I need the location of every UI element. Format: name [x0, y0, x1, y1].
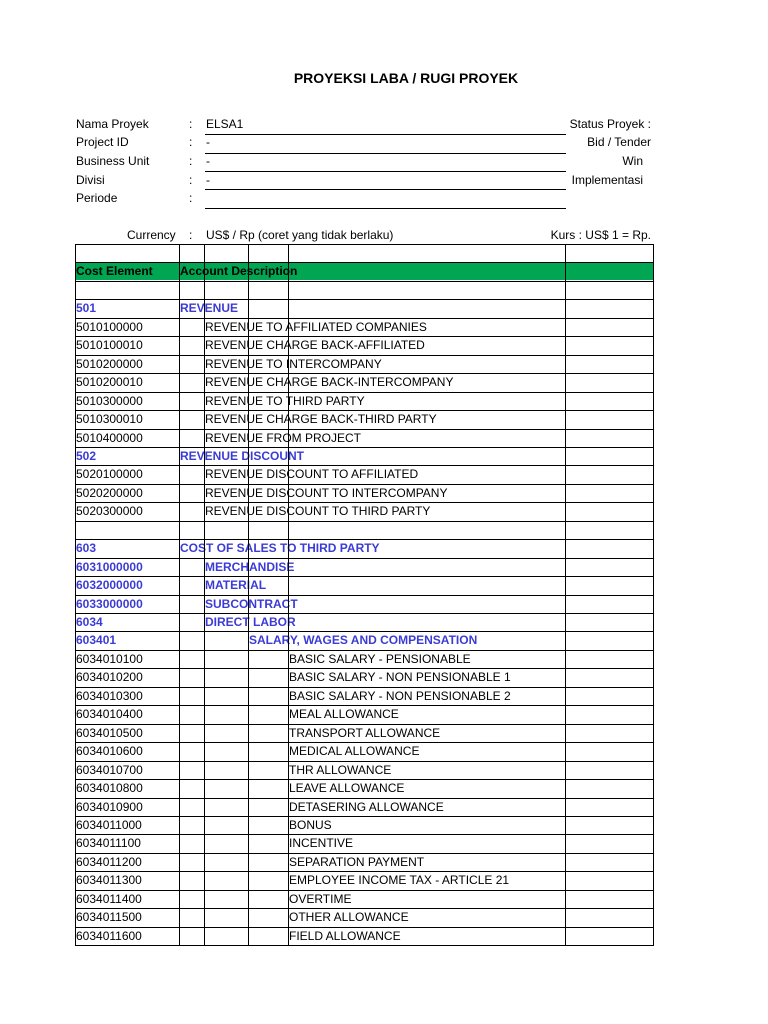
- grid-line-vertical: [179, 244, 180, 945]
- account-description-cell: REVENUE CHARGE BACK-INTERCOMPANY: [205, 375, 454, 390]
- account-description-cell: FIELD ALLOWANCE: [289, 928, 401, 943]
- grid-line-horizontal: [75, 299, 654, 300]
- currency-value: US$ / Rp (coret yang tidak berlaku): [206, 228, 394, 242]
- grid-line-horizontal: [75, 502, 654, 503]
- cost-element-cell: 603: [76, 541, 97, 556]
- grid-line-horizontal: [75, 392, 654, 393]
- table-row: [75, 761, 654, 779]
- cost-element-cell: 6032000000: [76, 578, 143, 593]
- cost-element-cell: 6034011100: [76, 836, 141, 851]
- kurs-label: Kurs : US$ 1 = Rp.: [550, 228, 651, 242]
- cost-element-cell: 6034010300: [76, 688, 143, 703]
- header-account-description: Account Description: [180, 264, 298, 279]
- cost-element-cell: 501: [76, 301, 97, 316]
- account-description-cell: COST OF SALES TO THIRD PARTY: [180, 541, 380, 556]
- grid-line-horizontal: [75, 429, 654, 430]
- colon: :: [189, 173, 193, 187]
- cost-element-cell: 603401: [76, 633, 117, 648]
- grid-line-horizontal: [75, 336, 654, 337]
- grid-line-horizontal: [75, 484, 654, 485]
- page-title: PROYEKSI LABA / RUGI PROYEK: [293, 70, 519, 86]
- grid-line-horizontal: [75, 816, 654, 817]
- cost-element-cell: 6033000000: [76, 596, 143, 611]
- table-row: [75, 410, 654, 428]
- table-row: [75, 576, 654, 594]
- grid-line-horizontal: [75, 908, 654, 909]
- grid-line-horizontal: [75, 410, 654, 411]
- account-description-cell: BASIC SALARY - NON PENSIONABLE 1: [289, 670, 511, 685]
- account-description-cell: REVENUE DISCOUNT TO AFFILIATED: [205, 467, 419, 482]
- account-description-cell: REVENUE CHARGE BACK-THIRD PARTY: [205, 412, 437, 427]
- account-description-cell: REVENUE DISCOUNT TO INTERCOMPANY: [205, 485, 448, 500]
- value-business-unit[interactable]: -: [206, 154, 210, 168]
- cost-element-cell: 5010100000: [76, 319, 143, 334]
- cost-element-cell: 5020200000: [76, 485, 143, 500]
- grid-line-horizontal: [75, 355, 654, 356]
- table-row: [75, 724, 654, 742]
- table-row: [75, 853, 654, 871]
- grid-line-vertical: [75, 244, 76, 945]
- blank-row: [75, 521, 654, 539]
- colon: :: [189, 228, 193, 242]
- table-row: [75, 539, 654, 557]
- cost-element-cell: 6034010500: [76, 725, 143, 740]
- grid-line-horizontal: [75, 447, 654, 448]
- account-description-cell: TRANSPORT ALLOWANCE: [289, 725, 441, 740]
- cost-element-cell: 6034011600: [76, 928, 142, 943]
- cost-element-cell: 5010300010: [76, 412, 143, 427]
- grid-line-horizontal: [75, 465, 654, 466]
- table-row: [75, 613, 654, 631]
- table-row: [75, 465, 654, 483]
- cost-element-cell: 5020300000: [76, 504, 143, 519]
- cost-element-cell: 6034: [76, 615, 103, 629]
- grid-line-horizontal: [75, 521, 654, 522]
- table-row: [75, 299, 654, 317]
- grid-line-horizontal: [75, 927, 654, 928]
- status-option-win: Win: [622, 154, 643, 168]
- table-row: [75, 429, 654, 447]
- grid-line-horizontal: [75, 779, 654, 780]
- table-row: [75, 742, 654, 760]
- table-row: [75, 668, 654, 686]
- grid-line-horizontal: [75, 705, 654, 706]
- cost-element-cell: 6034010400: [76, 707, 143, 722]
- colon: :: [189, 191, 193, 205]
- table-row: [75, 318, 654, 336]
- currency-label: Currency: [127, 228, 176, 242]
- cost-element-cell: 6034010800: [76, 781, 143, 796]
- colon: :: [189, 154, 193, 168]
- grid-line-horizontal: [75, 318, 654, 319]
- blank-row: [75, 281, 654, 299]
- grid-line-horizontal: [75, 262, 654, 263]
- table-row: [75, 890, 654, 908]
- account-description-cell: REVENUE FROM PROJECT: [205, 430, 362, 445]
- account-description-cell: REVENUE DISCOUNT TO THIRD PARTY: [205, 504, 431, 519]
- value-divisi[interactable]: -: [206, 173, 210, 187]
- cost-element-cell: 5010200000: [76, 356, 143, 371]
- cost-element-cell: 5010100010: [76, 338, 143, 353]
- account-description-cell: REVENUE: [180, 301, 239, 316]
- grid-line-vertical: [288, 244, 289, 945]
- grid-line-vertical: [653, 244, 654, 945]
- table-row: [75, 558, 654, 576]
- account-description-cell: SALARY, WAGES AND COMPENSATION: [249, 633, 478, 648]
- table-row: [75, 595, 654, 613]
- grid-line-horizontal: [75, 724, 654, 725]
- account-description-cell: BONUS: [289, 817, 332, 832]
- table-row: [75, 927, 654, 945]
- table-row: [75, 447, 654, 465]
- grid-line-horizontal: [75, 373, 654, 374]
- account-description-cell: OTHER ALLOWANCE: [289, 910, 409, 925]
- blank-row: [75, 244, 654, 262]
- grid-line-horizontal: [75, 687, 654, 688]
- grid-line-horizontal: [75, 613, 654, 614]
- grid-line-horizontal: [75, 798, 654, 799]
- table-row: [75, 336, 654, 354]
- table-row: [75, 631, 654, 649]
- cost-element-cell: 6031000000: [76, 559, 143, 574]
- table-row: [75, 484, 654, 502]
- status-option-bid: Bid / Tender: [587, 135, 651, 149]
- grid-line-horizontal: [75, 281, 654, 282]
- account-description-cell: REVENUE TO INTERCOMPANY: [205, 356, 382, 371]
- account-description-cell: INCENTIVE: [289, 836, 354, 851]
- account-description-cell: MEAL ALLOWANCE: [289, 707, 399, 722]
- cost-element-cell: 6034010100: [76, 651, 143, 666]
- grid-line-vertical: [565, 244, 566, 945]
- grid-line-horizontal: [75, 244, 654, 245]
- account-description-cell: LEAVE ALLOWANCE: [289, 781, 405, 796]
- table-row: [75, 779, 654, 797]
- table-row: [75, 705, 654, 723]
- account-description-cell: SUBCONTRACT: [205, 596, 298, 611]
- table-row: [75, 816, 654, 834]
- table-row: [75, 355, 654, 373]
- colon: :: [189, 135, 193, 149]
- account-description-cell: REVENUE CHARGE BACK-AFFILIATED: [205, 338, 425, 353]
- account-description-cell: DIRECT LABOR: [205, 615, 296, 629]
- grid-line-horizontal: [75, 853, 654, 854]
- value-nama-proyek[interactable]: ELSA1: [206, 117, 244, 131]
- account-description-cell: SEPARATION PAYMENT: [289, 854, 425, 869]
- cost-element-cell: 5010300000: [76, 393, 143, 408]
- cost-element-cell: 5010200010: [76, 375, 143, 390]
- label-business-unit: Business Unit: [76, 154, 150, 168]
- grid-line-horizontal: [75, 945, 654, 946]
- header-cost-element: Cost Element: [76, 264, 153, 279]
- grid-line-horizontal: [75, 631, 654, 632]
- status-label: Status Proyek :: [569, 117, 651, 131]
- cost-element-cell: 6034011000: [76, 817, 142, 832]
- table-header-row: [75, 262, 654, 280]
- grid-line-horizontal: [75, 890, 654, 891]
- grid-line-horizontal: [75, 668, 654, 669]
- table-row: [75, 834, 654, 852]
- label-project-id: Project ID: [76, 135, 129, 149]
- grid-line-horizontal: [75, 576, 654, 577]
- cost-element-cell: 5010400000: [76, 430, 143, 445]
- grid-line-vertical: [204, 244, 205, 945]
- label-nama-proyek: Nama Proyek: [76, 117, 149, 131]
- account-description-cell: MERCHANDISE: [205, 559, 295, 574]
- grid-line-horizontal: [75, 871, 654, 872]
- cost-element-cell: 6034010700: [76, 762, 143, 777]
- table-row: [75, 373, 654, 391]
- grid-line-horizontal: [75, 742, 654, 743]
- cost-element-cell: 6034010900: [76, 799, 143, 814]
- grid-line-horizontal: [75, 539, 654, 540]
- account-description-cell: EMPLOYEE INCOME TAX - ARTICLE 21: [289, 873, 510, 888]
- grid-line-vertical: [248, 244, 249, 945]
- grid-line-horizontal: [75, 834, 654, 835]
- account-description-cell: REVENUE TO THIRD PARTY: [205, 393, 365, 408]
- account-description-cell: REVENUE TO AFFILIATED COMPANIES: [205, 319, 427, 334]
- status-option-implementasi: Implementasi: [571, 173, 643, 187]
- table-row: [75, 650, 654, 668]
- cost-element-cell: 6034010200: [76, 670, 143, 685]
- account-description-cell: THR ALLOWANCE: [289, 762, 392, 777]
- table-row: [75, 871, 654, 889]
- grid-line-horizontal: [75, 558, 654, 559]
- account-description-cell: BASIC SALARY - NON PENSIONABLE 2: [289, 688, 511, 703]
- table-row: [75, 798, 654, 816]
- account-description-cell: REVENUE DISCOUNT: [180, 448, 305, 463]
- account-description-cell: OVERTIME: [289, 891, 352, 906]
- label-divisi: Divisi: [76, 173, 105, 187]
- table-row: [75, 687, 654, 705]
- account-description-cell: MEDICAL ALLOWANCE: [289, 744, 420, 759]
- grid-line-horizontal: [75, 761, 654, 762]
- cost-element-cell: 6034011500: [76, 910, 142, 925]
- cost-element-cell: 6034011300: [76, 873, 142, 888]
- cost-element-cell: 502: [76, 448, 97, 463]
- grid-line-horizontal: [75, 650, 654, 651]
- label-periode: Periode: [76, 191, 118, 205]
- table-row: [75, 502, 654, 520]
- table-row: [75, 392, 654, 410]
- cost-element-cell: 6034011400: [76, 891, 142, 906]
- cost-element-cell: 6034011200: [76, 854, 142, 869]
- table-row: [75, 908, 654, 926]
- account-description-cell: MATERIAL: [205, 578, 267, 593]
- colon: :: [189, 117, 193, 131]
- account-description-cell: DETASERING ALLOWANCE: [289, 799, 444, 814]
- cost-element-cell: 5020100000: [76, 467, 143, 482]
- value-project-id[interactable]: -: [206, 135, 210, 149]
- grid-line-horizontal: [75, 595, 654, 596]
- account-description-cell: BASIC SALARY - PENSIONABLE: [289, 651, 471, 666]
- cost-element-cell: 6034010600: [76, 744, 143, 759]
